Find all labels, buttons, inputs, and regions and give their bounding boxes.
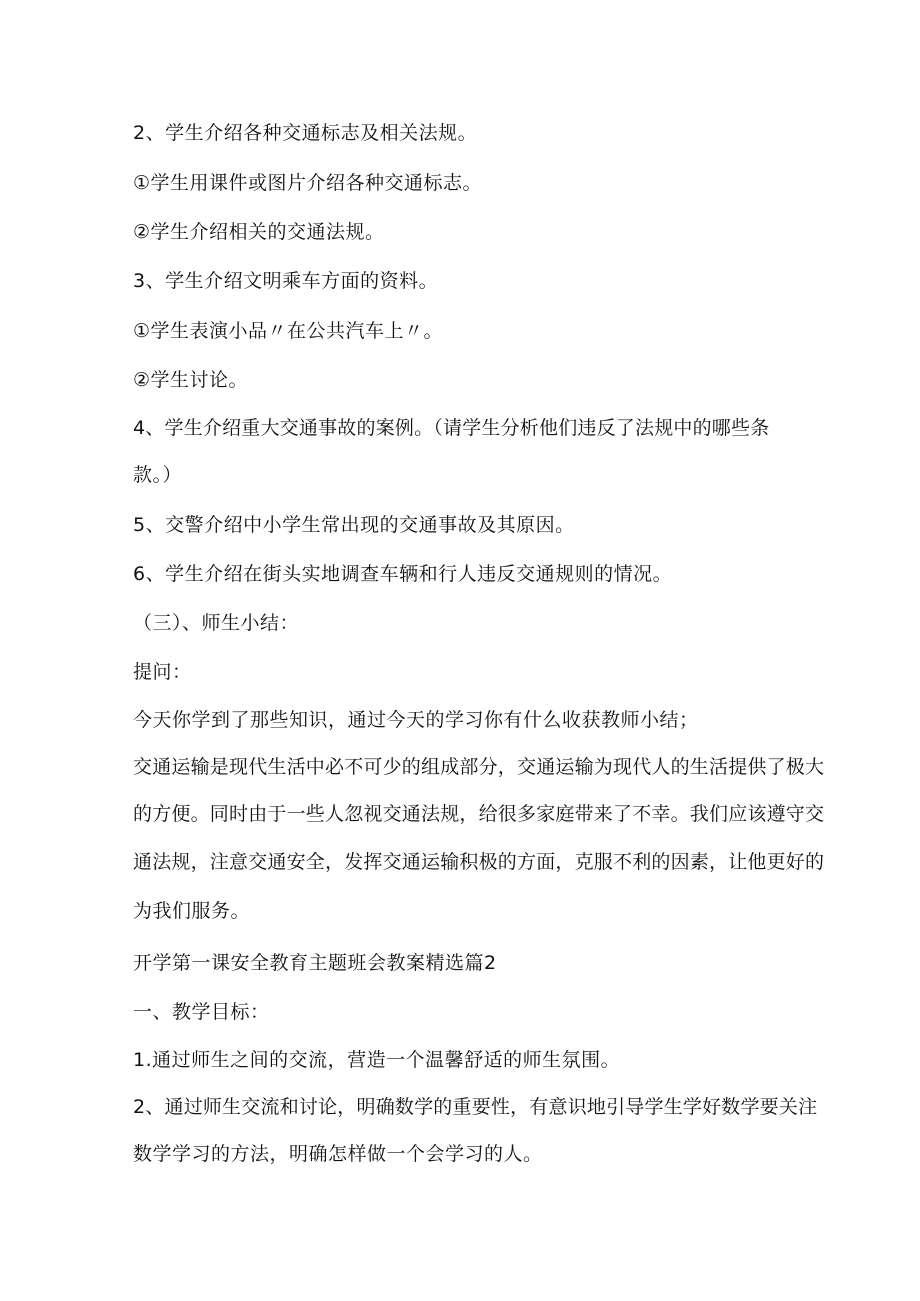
text-line-9: 5、交警介绍中小学生常出现的交通事故及其原因。 (133, 514, 575, 536)
text-line-1: 2、学生介绍各种交通标志及相关法规。 (133, 122, 478, 144)
text-line-10: 6、学生介绍在街头实地调查车辆和行人违反交通规则的情况。 (133, 563, 673, 585)
text-line-5: ①学生表演小品〃在公共汽车上〃。 (133, 320, 444, 342)
text-line-8: 款。） (133, 464, 183, 486)
text-line-21: 2、通过师生交流和讨论，明确数学的重要性，有意识地引导学生学好数学要关注 (133, 1096, 818, 1118)
text-line-22: 数学学习的方法，明确怎样做一个会学习的人。 (133, 1143, 543, 1165)
text-line-15: 的方便。同时由于一些人忽视交通法规，给很多家庭带来了不幸。我们应该遵守交 (133, 803, 825, 825)
text-line-4: 3、学生介绍文明乘车方面的资料。 (133, 270, 439, 292)
text-line-11: （三）、师生小结： (133, 612, 300, 634)
text-line-16: 通法规，注意交通安全，发挥交通运输积极的方面，克服不利的因素，让他更好的 (133, 851, 825, 873)
text-line-3: ②学生介绍相关的交通法规。 (133, 221, 385, 243)
text-line-2: ①学生用课件或图片介绍各种交通标志。 (133, 172, 483, 194)
section-heading: 开学第一课安全教育主题班会教案精选篇2 (133, 952, 497, 974)
text-line-20: 1.通过师生之间的交流，营造一个温馨舒适的师生氛围。 (133, 1049, 621, 1071)
text-line-19: 一、教学目标： (133, 1001, 270, 1023)
text-line-17: 为我们服务。 (133, 900, 251, 922)
text-line-12: 提问： (133, 661, 192, 683)
text-line-13: 今天你学到了那些知识，通过今天的学习你有什么收获教师小结； (133, 709, 699, 731)
text-line-6: ②学生讨论。 (133, 369, 249, 391)
text-line-7: 4、学生介绍重大交通事故的案例。（请学生分析他们违反了法规中的哪些条 (133, 417, 770, 439)
text-line-14: 交通运输是现代生活中必不可少的组成部分，交通运输为现代人的生活提供了极大 (133, 756, 825, 778)
